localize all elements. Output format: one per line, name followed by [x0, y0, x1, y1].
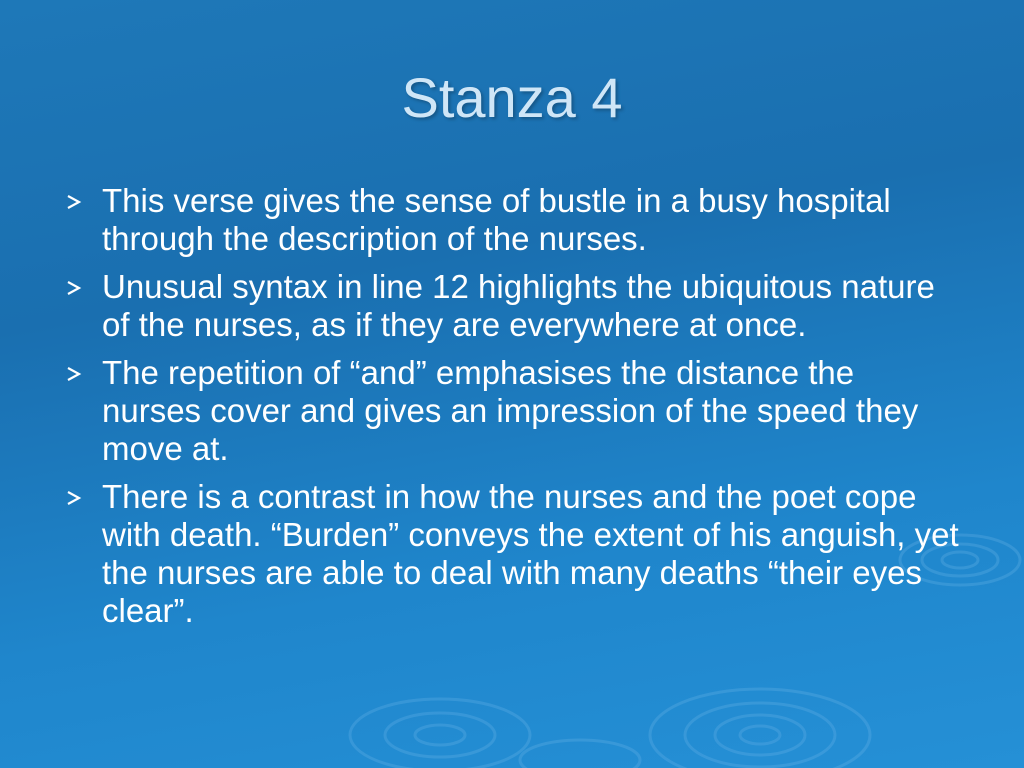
bullet-item [60, 268, 960, 344]
arrow-bullet-icon [66, 491, 82, 505]
bullet-text: The repetition of “and” emphasises the distance the nurses cover and gives an impression of the speed they move at. [102, 354, 919, 467]
bullet-list [60, 182, 960, 640]
bullet-text: There is a contrast in how the nurses and the poet cope with death. “Burden” conveys the extent of his anguish, yet the nurses are able to deal with many deaths “their eyes clear”. [102, 478, 959, 629]
bullet-text: This verse gives the sense of bustle in a busy hospital through the description of the nurses. [102, 182, 891, 257]
arrow-bullet-icon [66, 195, 82, 209]
slide-title: Stanza 4 [401, 66, 623, 129]
arrow-bullet-icon [66, 367, 82, 381]
arrow-bullet-icon [66, 281, 82, 295]
bullet-item [60, 478, 960, 630]
bullet-item [60, 354, 960, 468]
bullet-text: Unusual syntax in line 12 highlights the ubiquitous nature of the nurses, as if they are everywhere at once. [102, 268, 935, 343]
bullet-item [60, 182, 960, 258]
